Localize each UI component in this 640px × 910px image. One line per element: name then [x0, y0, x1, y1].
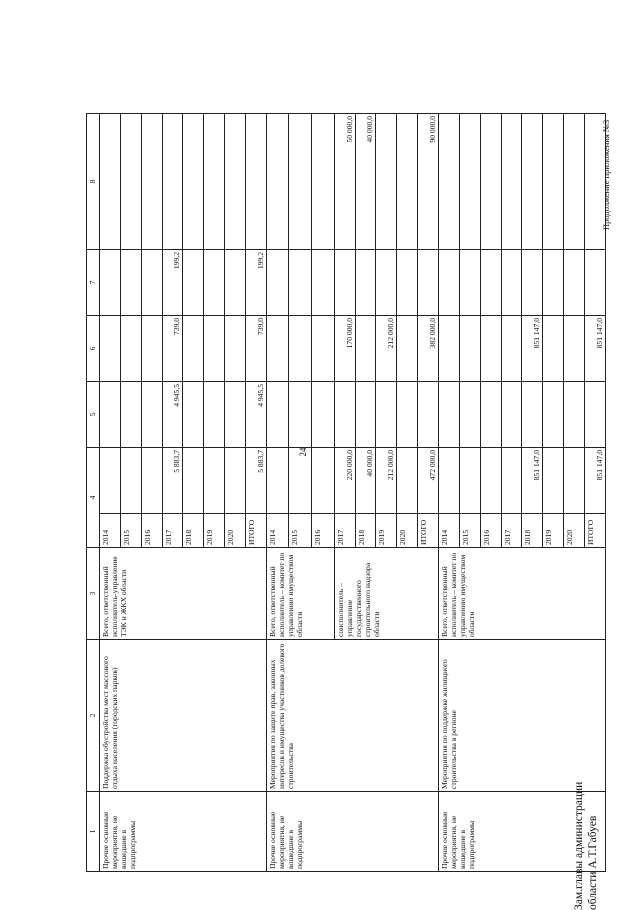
table-row	[438, 113, 459, 871]
measure-name-cell: Поддержка обустройства мест массового отдыха населения (городских парков)	[100, 640, 267, 792]
executor-cell: Всего, ответственный исполнитель – комитет по управлению имуществом области	[266, 548, 334, 640]
value-cell	[564, 315, 585, 381]
value-cell	[459, 381, 480, 447]
year-cell: 2014	[438, 514, 459, 548]
value-cell	[141, 381, 162, 447]
year-cell: 2020	[564, 514, 585, 548]
year-cell: ИТОГО	[246, 514, 267, 548]
value-cell: 472 000,0	[418, 447, 439, 513]
year-cell: 2014	[100, 514, 121, 548]
measure-name-cell: Мероприятия по защите прав, законных интересов и имущества участников долевого строительства	[266, 640, 438, 792]
year-cell: 2019	[376, 514, 397, 548]
year-cell: 2016	[480, 514, 501, 548]
value-cell	[584, 113, 605, 249]
value-cell	[120, 249, 141, 315]
value-cell	[480, 113, 501, 249]
value-cell: 220 000,0	[334, 447, 355, 513]
value-cell	[225, 249, 246, 315]
value-cell	[183, 249, 204, 315]
value-cell	[543, 381, 564, 447]
value-cell: 50 000,0	[334, 113, 355, 249]
co-executor-cell: соисполнитель – управление государственного строительного надзора области	[334, 548, 438, 640]
value-cell: 851 147,0	[584, 315, 605, 381]
value-cell	[204, 249, 225, 315]
year-cell: ИТОГО	[584, 514, 605, 548]
value-cell	[438, 447, 459, 513]
value-cell	[397, 249, 418, 315]
header-row	[87, 113, 100, 871]
value-cell: 40 000,0	[355, 447, 376, 513]
value-cell	[312, 315, 335, 381]
value-cell	[289, 113, 312, 249]
value-cell	[501, 249, 522, 315]
value-cell	[204, 113, 225, 249]
value-cell	[312, 381, 335, 447]
value-cell	[522, 381, 543, 447]
program-type-cell: Прочие основные мероприятия, не вошедшие в подпрограммы	[100, 792, 267, 872]
program-type-cell: Прочие основные мероприятия, не вошедшие в подпрограммы	[438, 792, 605, 872]
value-cell	[501, 381, 522, 447]
value-cell: 212 000,0	[376, 315, 397, 381]
value-cell	[204, 447, 225, 513]
value-cell	[183, 447, 204, 513]
value-cell	[543, 113, 564, 249]
year-cell: 2018	[522, 514, 543, 548]
value-cell	[183, 381, 204, 447]
value-cell	[120, 315, 141, 381]
value-cell	[501, 447, 522, 513]
value-cell	[564, 447, 585, 513]
executor-cell: Всего, ответственный исполнитель-управление ТЭК и ЖКХ области	[100, 548, 267, 640]
value-cell	[355, 381, 376, 447]
signature-title: Зам.главы администрации	[573, 781, 585, 910]
value-cell	[334, 381, 355, 447]
value-cell: 851 147,0	[522, 315, 543, 381]
value-cell	[418, 249, 439, 315]
value-cell	[266, 113, 289, 249]
year-cell: 2017	[501, 514, 522, 548]
year-cell: 2019	[543, 514, 564, 548]
value-cell: 40 000,0	[355, 113, 376, 249]
value-cell	[100, 381, 121, 447]
value-cell	[543, 249, 564, 315]
value-cell: 739,0	[162, 315, 183, 381]
value-cell	[183, 113, 204, 249]
value-cell	[376, 381, 397, 447]
year-cell: 2020	[397, 514, 418, 548]
value-cell	[225, 447, 246, 513]
value-cell: 212 000,0	[376, 447, 397, 513]
page-number: 24	[298, 447, 308, 457]
value-cell	[100, 113, 121, 249]
value-cell	[480, 381, 501, 447]
value-cell: 4 945,5	[246, 381, 267, 447]
value-cell	[501, 113, 522, 249]
value-cell	[183, 315, 204, 381]
value-cell: 851 147,0	[584, 447, 605, 513]
header-cell-6: 6	[87, 315, 100, 381]
value-cell	[100, 249, 121, 315]
year-cell: 2015	[289, 514, 312, 548]
value-cell	[100, 315, 121, 381]
value-cell: 5 883,7	[246, 447, 267, 513]
value-cell	[120, 113, 141, 249]
year-cell: 2015	[459, 514, 480, 548]
value-cell	[459, 249, 480, 315]
value-cell	[141, 113, 162, 249]
value-cell	[438, 315, 459, 381]
budget-table	[86, 113, 606, 872]
year-cell: 2018	[355, 514, 376, 548]
value-cell	[480, 315, 501, 381]
value-cell: 170 000,0	[334, 315, 355, 381]
value-cell	[522, 113, 543, 249]
value-cell	[289, 381, 312, 447]
signature-name: области А.Т.Габуев	[587, 815, 599, 910]
year-cell: 2018	[183, 514, 204, 548]
value-cell: 382 000,0	[418, 315, 439, 381]
value-cell	[355, 315, 376, 381]
table-row	[100, 113, 121, 871]
value-cell	[355, 249, 376, 315]
value-cell	[120, 447, 141, 513]
value-cell	[584, 381, 605, 447]
value-cell	[480, 447, 501, 513]
header-cell-8: 8	[87, 113, 100, 249]
program-type-cell: Прочие основные мероприятия, не вошедшие в подпрограммы	[266, 792, 438, 872]
value-cell	[376, 113, 397, 249]
value-cell	[334, 249, 355, 315]
value-cell	[438, 113, 459, 249]
value-cell	[397, 113, 418, 249]
header-cell-2: 2	[87, 640, 100, 792]
executor-cell: Всего, ответственный исполнитель – комитет по управлению имуществом области	[438, 548, 605, 640]
value-cell	[564, 249, 585, 315]
value-cell	[141, 447, 162, 513]
value-cell	[397, 381, 418, 447]
year-cell: 2017	[334, 514, 355, 548]
measure-name-cell: Мероприятия по поддержке жилищного строительства в регионе	[438, 640, 605, 792]
signature-block	[572, 730, 604, 910]
header-cell-1: 1	[87, 792, 100, 872]
value-cell: 4 945,5	[162, 381, 183, 447]
value-cell	[543, 447, 564, 513]
header-cell-5: 5	[87, 381, 100, 447]
value-cell	[564, 113, 585, 249]
value-cell: 5 883,7	[162, 447, 183, 513]
value-cell	[376, 249, 397, 315]
value-cell: 739,0	[246, 315, 267, 381]
value-cell	[459, 315, 480, 381]
value-cell	[141, 249, 162, 315]
value-cell	[543, 315, 564, 381]
value-cell	[266, 447, 289, 513]
header-cell-4: 4	[87, 447, 100, 547]
value-cell	[246, 113, 267, 249]
value-cell	[204, 315, 225, 381]
value-cell: 851 147,0	[522, 447, 543, 513]
header-cell-7: 7	[87, 249, 100, 315]
value-cell	[312, 447, 335, 513]
value-cell	[162, 113, 183, 249]
year-cell: 2015	[120, 514, 141, 548]
value-cell	[266, 315, 289, 381]
value-cell	[501, 315, 522, 381]
value-cell	[522, 249, 543, 315]
value-cell	[289, 447, 312, 513]
value-cell: 90 000,0	[418, 113, 439, 249]
value-cell	[438, 381, 459, 447]
value-cell: 199,2	[162, 249, 183, 315]
budget-table-wrapper	[86, 114, 606, 872]
value-cell	[204, 381, 225, 447]
header-cell-3: 3	[87, 548, 100, 640]
appendix-note: Продолжение приложения №3	[601, 119, 611, 230]
table-row	[266, 113, 289, 871]
rotated-table-container	[86, 114, 606, 872]
value-cell	[459, 447, 480, 513]
year-cell: 2017	[162, 514, 183, 548]
year-cell: 2014	[266, 514, 289, 548]
value-cell	[289, 315, 312, 381]
value-cell	[480, 249, 501, 315]
value-cell	[397, 447, 418, 513]
year-cell: 2016	[312, 514, 335, 548]
year-cell: ИТОГО	[418, 514, 439, 548]
value-cell	[459, 113, 480, 249]
value-cell	[584, 249, 605, 315]
value-cell	[266, 381, 289, 447]
value-cell	[100, 447, 121, 513]
value-cell	[312, 249, 335, 315]
year-cell: 2019	[204, 514, 225, 548]
value-cell	[312, 113, 335, 249]
year-cell: 2016	[141, 514, 162, 548]
year-cell: 2020	[225, 514, 246, 548]
value-cell	[225, 381, 246, 447]
value-cell	[266, 249, 289, 315]
value-cell	[438, 249, 459, 315]
value-cell	[397, 315, 418, 381]
value-cell	[289, 249, 312, 315]
value-cell	[225, 113, 246, 249]
value-cell	[141, 315, 162, 381]
value-cell: 199,2	[246, 249, 267, 315]
value-cell	[120, 381, 141, 447]
value-cell	[418, 381, 439, 447]
value-cell	[225, 315, 246, 381]
value-cell	[564, 381, 585, 447]
table-body	[100, 113, 606, 871]
